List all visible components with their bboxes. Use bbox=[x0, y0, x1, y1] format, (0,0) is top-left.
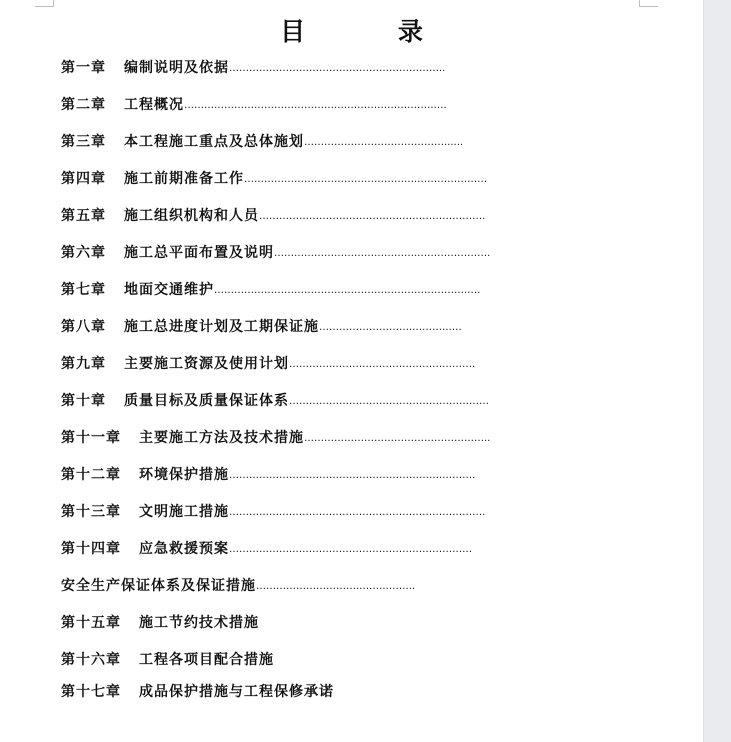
toc-chapter-number: 第七章 bbox=[61, 282, 106, 298]
toc-entry[interactable] bbox=[61, 58, 445, 79]
toc-leader: ………….…………………………….……… bbox=[289, 359, 476, 370]
toc-chapter-title: 编制说明及依据 bbox=[124, 60, 229, 76]
toc-entry[interactable] bbox=[61, 95, 447, 116]
toc-chapter-title: 安全生产保证体系及保证措施 bbox=[61, 578, 256, 594]
toc-chapter-number: 第十七章 bbox=[61, 684, 121, 700]
toc-chapter-title: 环境保护措施 bbox=[139, 467, 229, 483]
toc-entry[interactable] bbox=[61, 391, 489, 412]
toc-chapter-title: 主要施工方法及技术措施 bbox=[139, 430, 304, 446]
toc-leader: ……………………………………………………….………. bbox=[229, 470, 476, 481]
toc-leader: …………….……………………………………………………. bbox=[229, 507, 486, 518]
toc-chapter-title: 质量目标及质量保证体系 bbox=[124, 393, 289, 409]
toc-chapter-number: 第三章 bbox=[61, 134, 106, 150]
toc-entry[interactable] bbox=[61, 502, 485, 523]
toc-chapter-title: 应急救援预案 bbox=[139, 541, 229, 557]
toc-chapter-title: 工程各项目配合措施 bbox=[139, 652, 274, 668]
toc-chapter-title: 本工程施工重点及总体施划 bbox=[124, 134, 304, 150]
toc-chapter-number: 第十二章 bbox=[61, 467, 121, 483]
toc-leader: ……………………….….…….…. bbox=[319, 322, 462, 333]
toc-chapter-title: 施工前期准备工作 bbox=[124, 171, 244, 187]
toc-chapter-number: 第二章 bbox=[61, 97, 106, 113]
toc-chapter-title: 施工总平面布置及说明 bbox=[124, 245, 274, 261]
toc-entry[interactable] bbox=[61, 576, 415, 597]
toc-chapter-title: 文明施工措施 bbox=[139, 504, 229, 520]
toc-entry[interactable] bbox=[61, 539, 472, 560]
toc-entry[interactable] bbox=[61, 243, 490, 264]
toc-entry[interactable] bbox=[61, 206, 485, 227]
toc-leader: …………………………………….…………………. bbox=[274, 248, 491, 259]
toc-leader: …………………………………………………… bbox=[289, 396, 489, 407]
toc-entry[interactable] bbox=[61, 682, 334, 702]
toc-leader: …………………………………………….………………… bbox=[244, 174, 488, 185]
toc-chapter-number: 第十章 bbox=[61, 393, 106, 409]
toc-chapter-title: 地面交通维护 bbox=[124, 282, 214, 298]
toc-chapter-number: 第八章 bbox=[61, 319, 106, 335]
viewer-gutter bbox=[703, 0, 731, 742]
toc-chapter-title: 工程概况 bbox=[124, 97, 184, 113]
toc-leader: …………………………………….……………………. bbox=[259, 211, 486, 222]
toc-chapter-title: 施工总进度计划及工期保证施 bbox=[124, 319, 319, 335]
toc-chapter-title: 施工节约技术措施 bbox=[139, 615, 259, 631]
toc-leader: ……………….……………………………………………… bbox=[229, 544, 473, 555]
toc-leader: ……………………………………………….. bbox=[304, 433, 491, 444]
toc-chapter-number: 第六章 bbox=[61, 245, 106, 261]
toc-leader: ……………………………………….………………….…….…. bbox=[184, 100, 447, 111]
toc-chapter-number: 第十六章 bbox=[61, 652, 121, 668]
toc-entry[interactable] bbox=[61, 169, 487, 190]
toc-entry[interactable] bbox=[61, 465, 475, 486]
toc-chapter-title: 主要施工资源及使用计划 bbox=[124, 356, 289, 372]
toc-chapter-number: 第四章 bbox=[61, 171, 106, 187]
toc-chapter-title: 成品保护措施与工程保修承诺 bbox=[139, 684, 334, 700]
toc-chapter-number: 第十四章 bbox=[61, 541, 121, 557]
crop-mark-top-right bbox=[639, 0, 658, 7]
toc-entry[interactable] bbox=[61, 428, 490, 449]
toc-chapter-number: 第一章 bbox=[61, 60, 106, 76]
toc-leader: ………………………………………………………………….…. bbox=[214, 285, 481, 296]
page-title: 目 录 bbox=[280, 17, 465, 46]
toc-leader: ………………………….….….……... bbox=[256, 581, 416, 592]
toc-chapter-number: 第九章 bbox=[61, 356, 106, 372]
toc-leader: ……………………………………...... bbox=[304, 137, 464, 148]
crop-mark-top-left bbox=[35, 0, 54, 7]
toc-entry[interactable] bbox=[61, 354, 475, 375]
toc-chapter-number: 第十一章 bbox=[61, 430, 121, 446]
toc-entry[interactable] bbox=[61, 317, 462, 338]
toc-chapter-number: 第十五章 bbox=[61, 615, 121, 631]
toc-chapter-title: 施工组织机构和人员 bbox=[124, 208, 259, 224]
toc-entry[interactable] bbox=[61, 650, 274, 670]
toc-entry[interactable] bbox=[61, 613, 259, 633]
toc-entry[interactable] bbox=[61, 132, 463, 153]
toc-entry[interactable] bbox=[61, 280, 480, 301]
toc-leader: ……………………………………………………….. bbox=[229, 63, 446, 74]
toc-chapter-number: 第五章 bbox=[61, 208, 106, 224]
toc-chapter-number: 第十三章 bbox=[61, 504, 121, 520]
